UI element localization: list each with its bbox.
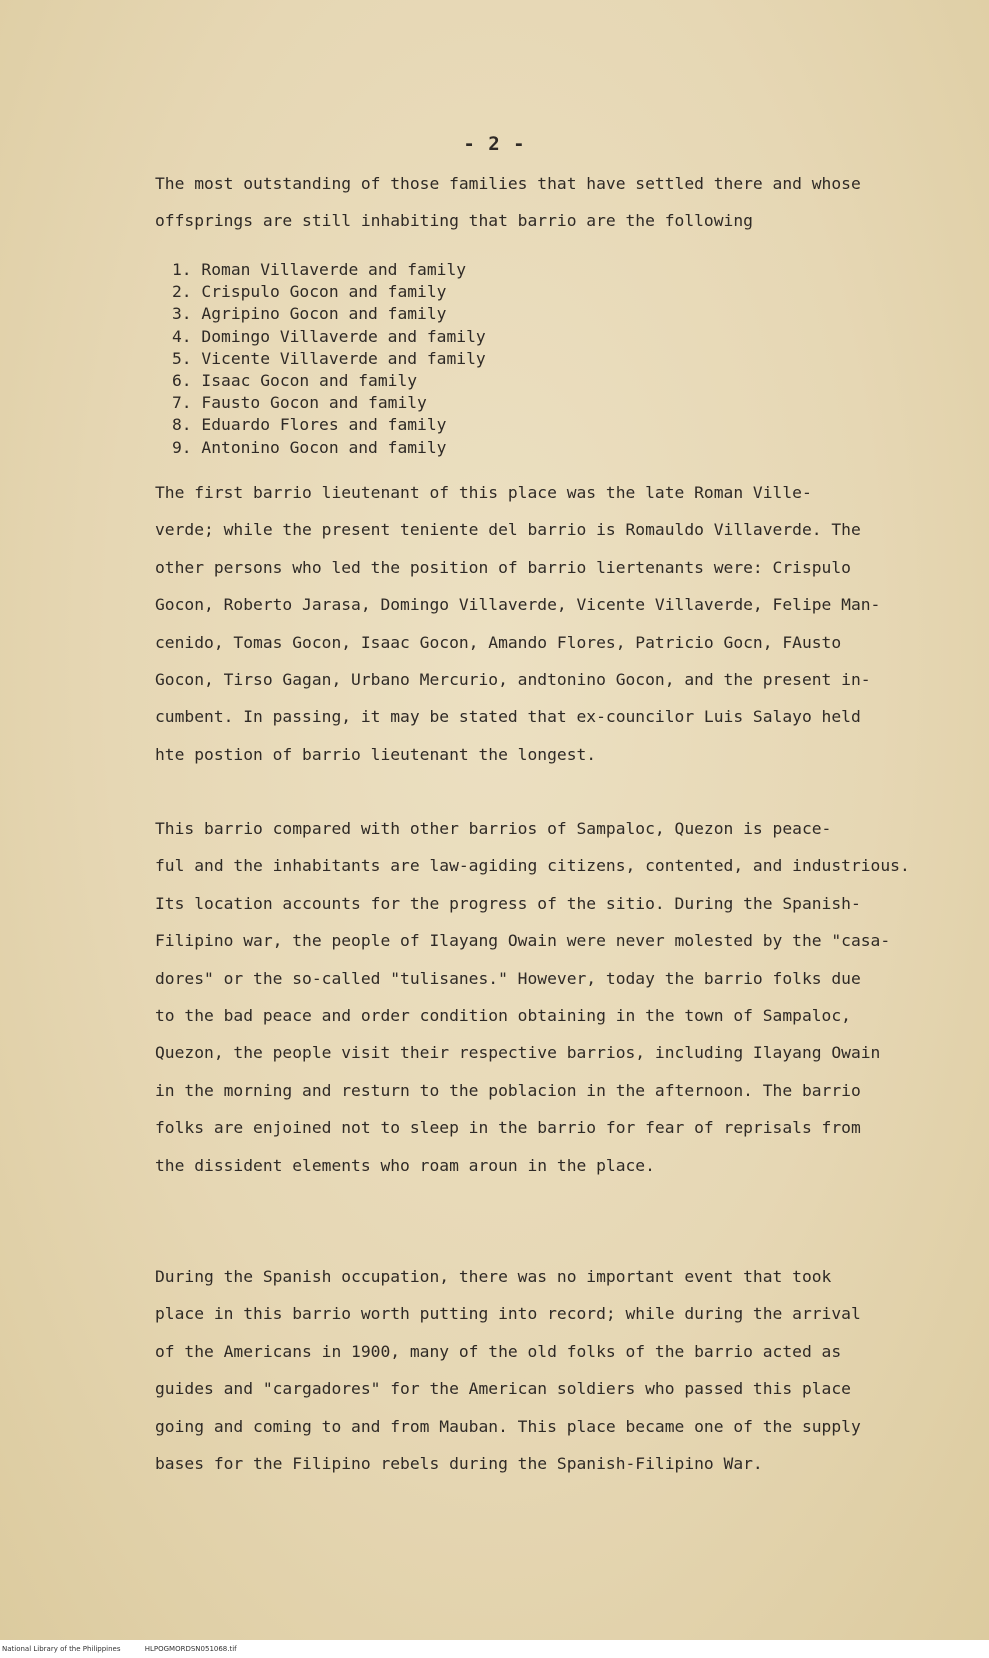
paragraph-line: Its location accounts for the progress of the sitio. During the Spanish- xyxy=(155,893,861,913)
paragraph-line: hte postion of barrio lieutenant the longest. xyxy=(155,744,597,764)
paragraph-line: bases for the Filipino rebels during the Spanish-Filipino War. xyxy=(155,1453,763,1473)
paragraph-line: going and coming to and from Mauban. This place became one of the supply xyxy=(155,1416,861,1436)
list-item: 2. Crispulo Gocon and family xyxy=(172,282,447,302)
list-item: 6. Isaac Gocon and family xyxy=(172,371,418,391)
paragraph-line: guides and "cargadores" for the American soldiers who passed this place xyxy=(155,1379,851,1399)
paragraph-line: place in this barrio worth putting into record; while during the arrival xyxy=(155,1304,861,1324)
paragraph-line: cenido, Tomas Gocon, Isaac Gocon, Amando Flores, Patricio Gocn, FAusto xyxy=(155,632,842,652)
list-item: 9. Antonino Gocon and family xyxy=(172,437,447,457)
peace-order-paragraph xyxy=(155,810,910,1184)
barrio-lieutenant-paragraph xyxy=(155,474,880,773)
list-item: 4. Domingo Villaverde and family xyxy=(172,326,486,346)
list-item: 8. Eduardo Flores and family xyxy=(172,415,447,435)
paragraph-line: During the Spanish occupation, there was no important event that took xyxy=(155,1267,832,1286)
paragraph-line: Filipino war, the people of Ilayang Owain were never molested by the "casa- xyxy=(155,931,891,951)
paragraph-line: of the Americans in 1900, many of the old folks of the barrio acted as xyxy=(155,1341,842,1361)
families-list xyxy=(172,259,486,459)
paragraph-line: Quezon, the people visit their respective barrios, including Ilayang Owain xyxy=(155,1043,881,1063)
intro-paragraph xyxy=(155,165,861,240)
paragraph-line: ful and the inhabitants are law-agiding citizens, contented, and industrious. xyxy=(155,856,910,876)
paragraph-line: dores" or the so-called "tulisanes." However, today the barrio folks due xyxy=(155,968,861,988)
paragraph-line: to the bad peace and order condition obtaining in the town of Sampaloc, xyxy=(155,1005,851,1025)
paragraph-line: This barrio compared with other barrios of Sampaloc, Quezon is peace- xyxy=(155,819,832,838)
paragraph-line: Gocon, Tirso Gagan, Urbano Mercurio, andtonino Gocon, and the present in- xyxy=(155,669,871,689)
footer-filename: HLPOGMORDSN051068.tif xyxy=(144,1645,237,1653)
intro-line: The most outstanding of those families that have settled there and whose xyxy=(155,174,861,193)
paragraph-line: verde; while the present teniente del barrio is Romauldo Villaverde. The xyxy=(155,520,861,540)
spanish-occupation-paragraph xyxy=(155,1258,861,1482)
paragraph-line: folks are enjoined not to sleep in the barrio for fear of reprisals from xyxy=(155,1118,861,1138)
list-item: 5. Vicente Villaverde and family xyxy=(172,348,486,368)
paragraph-line: the dissident elements who roam aroun in the place. xyxy=(155,1155,655,1175)
list-item: 1. Roman Villaverde and family xyxy=(172,260,467,279)
paragraph-line: Gocon, Roberto Jarasa, Domingo Villaverde, Vicente Villaverde, Felipe Man- xyxy=(155,595,881,615)
paragraph-line: The first barrio lieutenant of this place was the late Roman Ville- xyxy=(155,483,812,502)
paragraph-line: in the morning and resturn to the poblacion in the afternoon. The barrio xyxy=(155,1080,861,1100)
list-item: 7. Fausto Gocon and family xyxy=(172,393,427,413)
list-item: 3. Agripino Gocon and family xyxy=(172,304,447,324)
scan-footer xyxy=(0,1640,989,1658)
page-number: - 2 - xyxy=(463,133,526,155)
footer-source: National Library of the Philippines xyxy=(2,1645,121,1653)
paragraph-line: other persons who led the position of barrio liertenants were: Crispulo xyxy=(155,557,851,577)
paragraph-line: cumbent. In passing, it may be stated that ex-councilor Luis Salayo held xyxy=(155,707,861,727)
intro-line: offsprings are still inhabiting that barrio are the following xyxy=(155,211,753,231)
